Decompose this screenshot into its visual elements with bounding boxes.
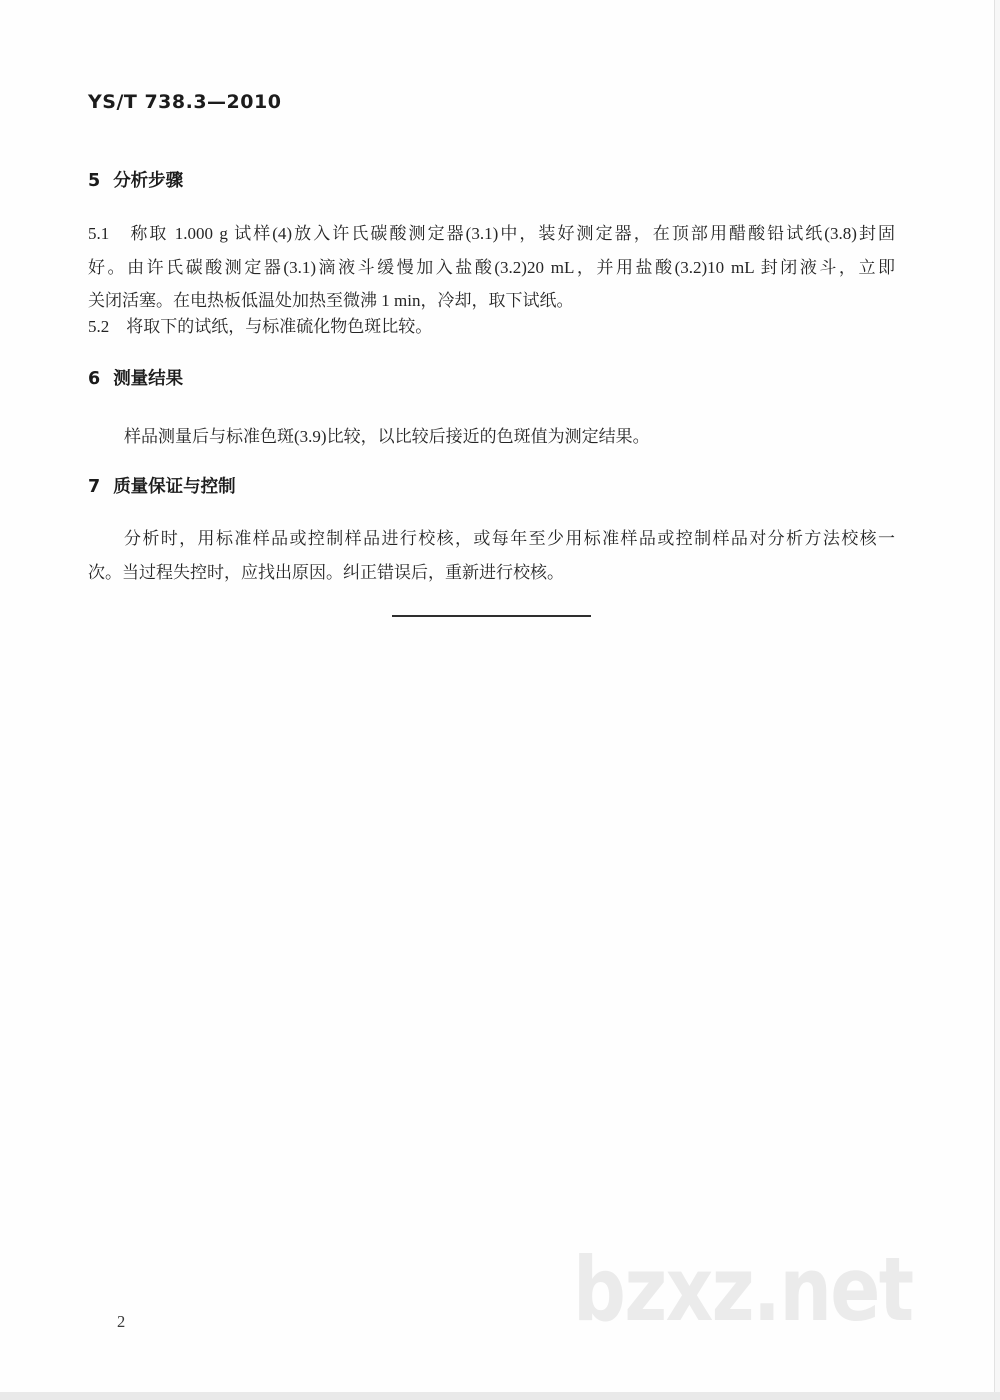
paragraph-line: 好。由许氏碳酸测定器(3.1)滴液斗缓慢加入盐酸(3.2)20 mL，并用盐酸(3.2)10 mL 封闭液斗，立即 <box>88 257 895 277</box>
scan-edge-bottom <box>0 1392 1000 1400</box>
section-7-paragraph <box>88 522 895 589</box>
scan-edge-right <box>994 0 1000 1400</box>
watermark: bzxz.net <box>573 1238 913 1341</box>
paragraph-line: 5.2 将取下的试纸，与标准硫化物色斑比较。 <box>88 317 433 336</box>
section-5-title: 分析步骤 <box>113 171 184 191</box>
section-6-heading <box>88 368 183 390</box>
clause-5-2-paragraph <box>88 310 895 344</box>
section-5-heading <box>88 170 183 192</box>
paragraph-line: 样品测量后与标准色斑(3.9)比较，以比较后接近的色斑值为测定结果。 <box>124 427 650 446</box>
paragraph-line: 分析时，用标准样品或控制样品进行校核，或每年至少用标准样品或控制样品对分析方法校核一 <box>124 529 895 548</box>
paragraph-line: 关闭活塞。在电热板低温处加热至微沸 1 min，冷却，取下试纸。 <box>88 291 574 310</box>
section-6-number: 6 <box>88 369 101 389</box>
clause-5-1-paragraph <box>88 217 895 318</box>
section-divider <box>392 615 591 617</box>
section-6-title: 测量结果 <box>113 369 184 389</box>
standard-code: YS/T 738.3—2010 <box>88 91 282 113</box>
section-6-paragraph <box>88 420 895 454</box>
page-number: 2 <box>117 1312 126 1331</box>
section-7-title: 质量保证与控制 <box>113 477 236 497</box>
section-7-heading <box>88 476 236 498</box>
section-5-number: 5 <box>88 171 101 191</box>
paragraph-line: 次。当过程失控时，应找出原因。纠正错误后，重新进行校核。 <box>88 562 564 582</box>
paragraph-line: 5.1 称取 1.000 g 试样(4)放入许氏碳酸测定器(3.1)中，装好测定器，在顶部用醋酸铅试纸(3.8)封固 <box>88 224 895 243</box>
section-7-number: 7 <box>88 477 101 497</box>
